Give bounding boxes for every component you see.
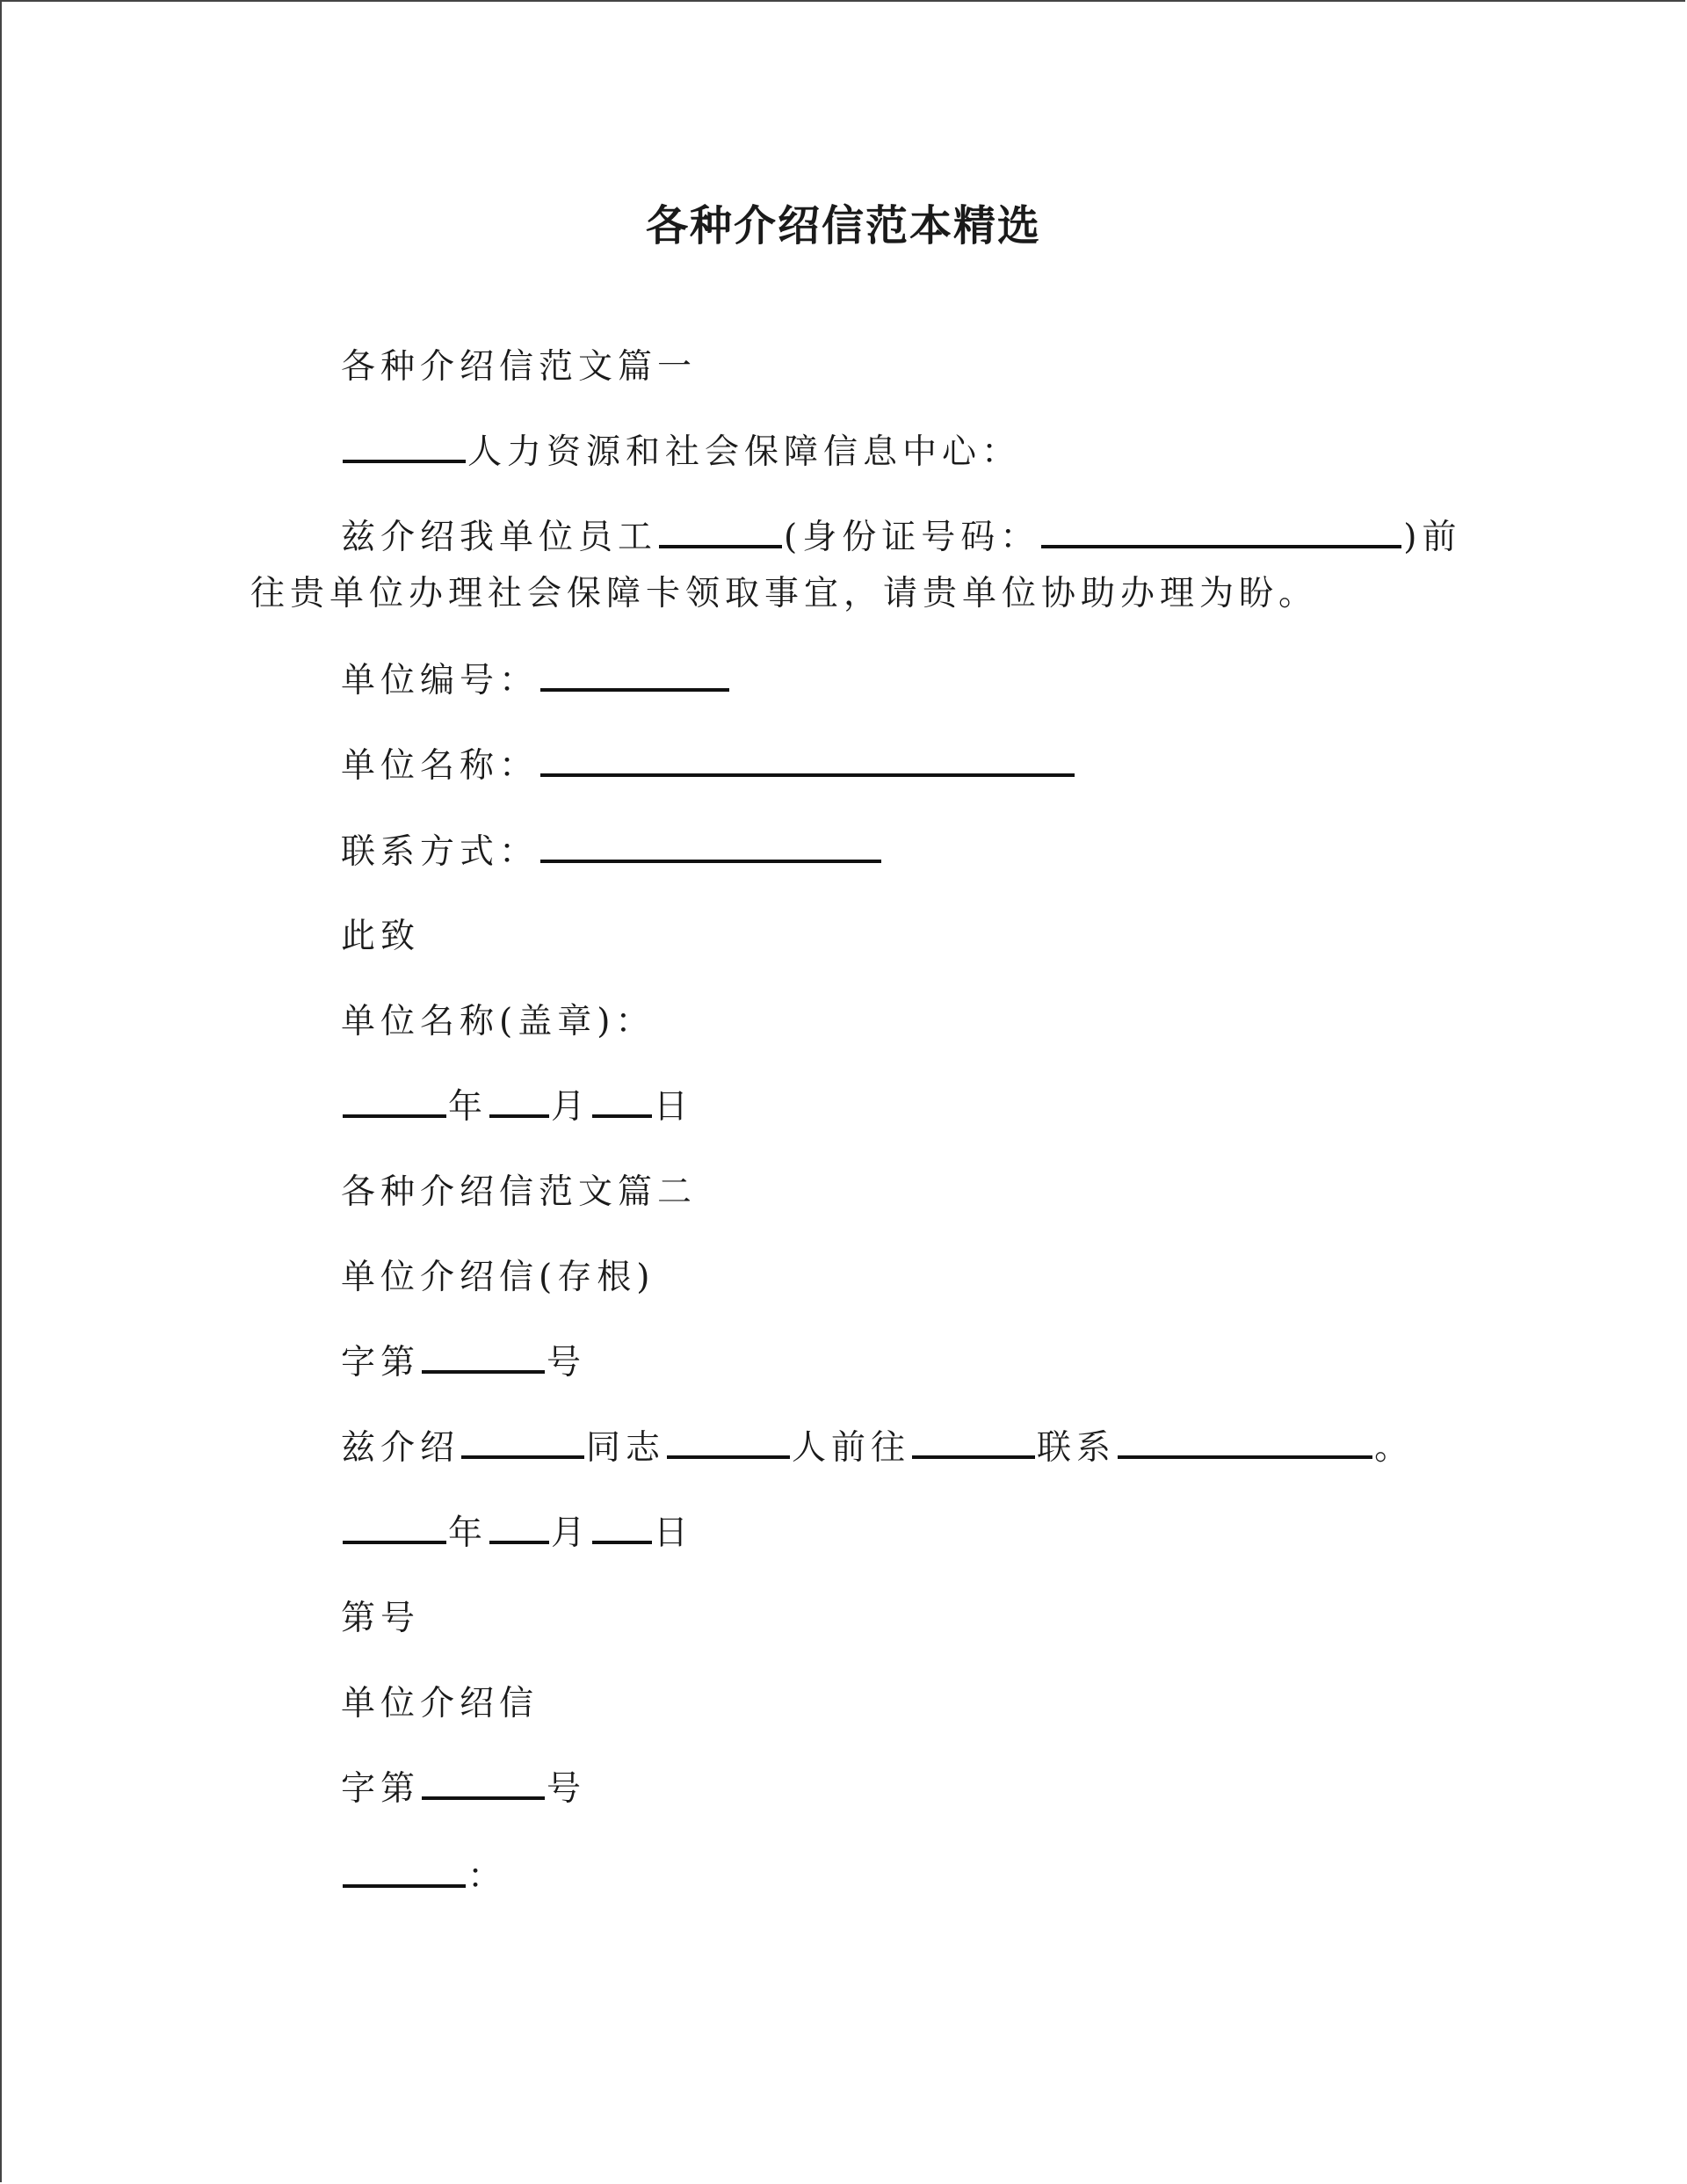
- stub-title: 单位介绍信(存根): [341, 1258, 655, 1297]
- month-label: 月: [551, 1087, 591, 1127]
- recipient-line: [341, 426, 1021, 479]
- id-number-blank[interactable]: [1041, 515, 1401, 548]
- hao-label: 号: [547, 1343, 587, 1382]
- letter-recipient-blank[interactable]: [343, 1854, 466, 1888]
- month-label-2: 月: [551, 1513, 591, 1553]
- day-label: 日: [654, 1087, 694, 1127]
- zi-di-label-2: 字第: [341, 1769, 421, 1809]
- stub-intro-line: [341, 1422, 1414, 1475]
- unit-number-blank[interactable]: [540, 658, 729, 692]
- intro-text-a: 兹介绍我单位员工: [341, 518, 658, 557]
- letter-number-blank[interactable]: [422, 1767, 545, 1800]
- year-label: 年: [448, 1087, 489, 1127]
- contact-blank[interactable]: [540, 830, 881, 863]
- month-blank[interactable]: [489, 1085, 549, 1118]
- stub-intro-label: 兹介绍: [341, 1428, 460, 1468]
- intro-text-c: )前: [1403, 518, 1462, 557]
- closing-text: 此致: [341, 917, 421, 956]
- month-blank-2[interactable]: [489, 1511, 549, 1544]
- lianxi-label: 联系: [1037, 1428, 1117, 1468]
- unit-name-blank[interactable]: [540, 744, 1075, 777]
- letter-recipient-line: [341, 1851, 507, 1904]
- unit-name-line: [341, 740, 1076, 793]
- ren-qianwang-label: 人前往: [792, 1428, 911, 1468]
- intro-text-b: (身份证号码：: [784, 518, 1040, 557]
- employee-name-blank[interactable]: [659, 515, 782, 548]
- hao-label-2: 号: [547, 1769, 587, 1809]
- stub-matter-blank[interactable]: [1118, 1426, 1372, 1459]
- recipient-suffix: 人力资源和社会保障信息中心：: [467, 432, 1022, 472]
- stub-count-blank[interactable]: [667, 1426, 790, 1459]
- letter-number-line: [341, 1763, 586, 1816]
- unit-number-line: [341, 655, 731, 707]
- day-label-2: 日: [654, 1513, 694, 1553]
- year-label-2: 年: [448, 1513, 489, 1553]
- year-blank[interactable]: [343, 1085, 446, 1118]
- stub-destination-blank[interactable]: [912, 1426, 1035, 1459]
- section-two-heading: 各种介绍信范文篇二: [341, 1172, 698, 1212]
- contact-label: 联系方式：: [341, 832, 539, 872]
- year-blank-2[interactable]: [343, 1511, 446, 1544]
- di-hao-text: 第号: [341, 1599, 421, 1638]
- day-blank-2[interactable]: [592, 1511, 652, 1544]
- period-mark: 。: [1374, 1428, 1415, 1468]
- letter-title: 单位介绍信: [341, 1684, 539, 1723]
- section-one-heading: 各种介绍信范文篇一: [341, 347, 698, 387]
- contact-line: [341, 826, 883, 879]
- document-title: 各种介绍信范本精选: [645, 201, 1041, 250]
- intro-line: [341, 512, 1461, 564]
- colon-mark: ：: [467, 1857, 508, 1897]
- date-line-one: [341, 1081, 693, 1134]
- day-blank[interactable]: [592, 1085, 652, 1118]
- intro-wrap-line: 往贵单位办理社会保障卡领取事宜，请贵单位协助办理为盼。: [250, 574, 1319, 613]
- unit-number-label: 单位编号：: [341, 661, 539, 700]
- tongzhi-label: 同志: [586, 1428, 666, 1468]
- stub-number-blank[interactable]: [422, 1340, 545, 1374]
- date-line-two: [341, 1507, 693, 1560]
- recipient-blank[interactable]: [343, 430, 466, 463]
- stub-name-blank[interactable]: [461, 1426, 584, 1459]
- seal-label: 单位名称(盖章)：: [341, 1002, 655, 1041]
- zi-di-label: 字第: [341, 1343, 421, 1382]
- unit-name-label: 单位名称：: [341, 746, 539, 786]
- stub-number-line: [341, 1337, 586, 1389]
